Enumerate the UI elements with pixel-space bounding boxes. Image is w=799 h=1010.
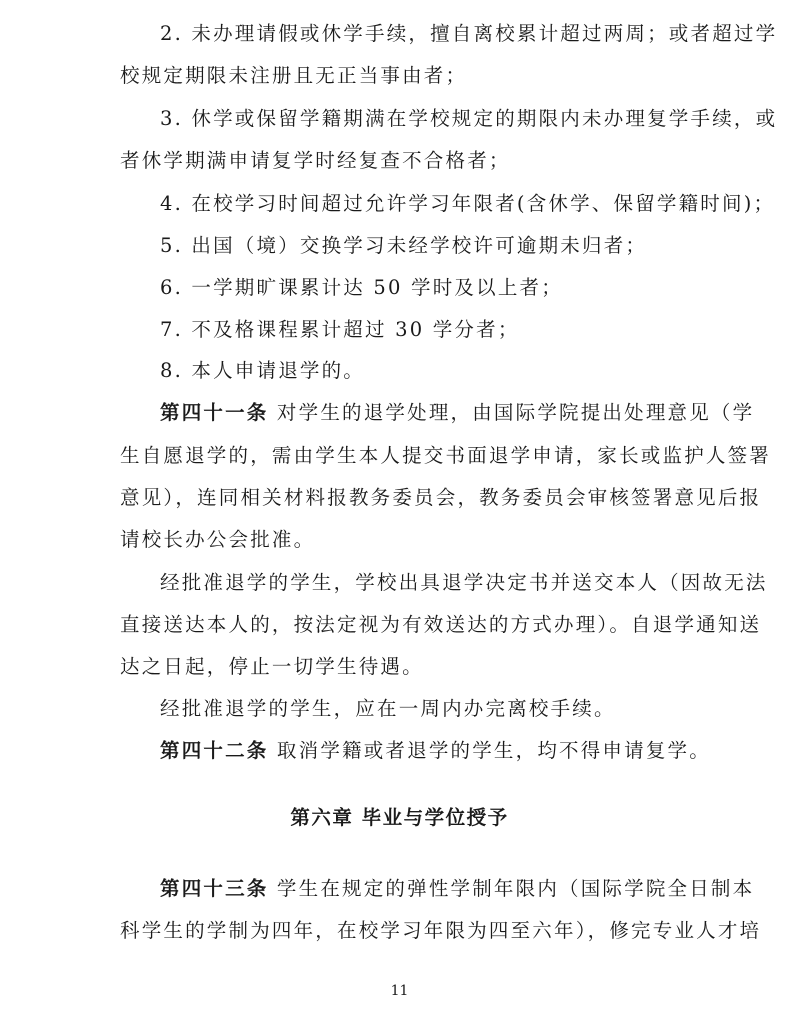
text-line: 经批准退学的学生，应在一周内办完离校手续。 [160, 697, 616, 720]
text-line: 取消学籍或者退学的学生，均不得申请复学。 [276, 739, 711, 762]
text-line: 达之日起，停止一切学生待遇。 [120, 655, 424, 678]
article-41-first-line [160, 400, 754, 426]
text-line: 5. 出国（境）交换学习未经学校许可逾期未归者； [160, 234, 648, 257]
article-43-heading: 第四十三条 [160, 877, 269, 900]
text-line: 8. 本人申请退学的。 [160, 359, 366, 382]
article-42-line [160, 738, 711, 764]
text-line: 2. 未办理请假或休学手续，擅自离校累计超过两周；或者超过学 [160, 22, 778, 45]
text-line: 意见），连同相关材料报教务委员会，教务委员会审核签署意见后报 [120, 486, 762, 509]
text-line: 4. 在校学习时间超过允许学习年限者(含休学、保留学籍时间)； [160, 192, 776, 215]
text-line: 者休学期满申请复学时经复查不合格者； [120, 149, 511, 172]
text-line: 直接送达本人的，按法定视为有效送达的方式办理）。自退学通知送 [120, 613, 762, 636]
text-line: 对学生的退学处理，由国际学院提出处理意见（学 [276, 401, 755, 424]
text-line: 科学生的学制为四年，在校学习年限为四至六年），修完专业人才培 [120, 919, 762, 942]
text-line: 生自愿退学的，需由学生本人提交书面退学申请，家长或监护人签署 [120, 444, 772, 467]
text-line: 校规定期限未注册且无正当事由者； [120, 64, 468, 87]
text-line: 学生在规定的弹性学制年限内（国际学院全日制本 [276, 877, 755, 900]
text-line: 6. 一学期旷课累计达 50 学时及以上者； [160, 276, 563, 299]
article-43-first-line [160, 876, 754, 902]
text-line: 请校长办公会批准。 [120, 528, 316, 551]
article-42-heading: 第四十二条 [160, 739, 269, 762]
text-line: 经批准退学的学生，学校出具退学决定书并送交本人（因故无法 [160, 571, 768, 594]
text-line: 7. 不及格课程累计超过 30 学分者； [160, 318, 520, 341]
text-line: 3. 休学或保留学籍期满在学校规定的期限内未办理复学手续，或 [160, 107, 778, 130]
chapter-title: 第六章 毕业与学位授予 [290, 806, 509, 829]
page-number: 11 [390, 983, 409, 999]
article-41-heading: 第四十一条 [160, 401, 269, 424]
